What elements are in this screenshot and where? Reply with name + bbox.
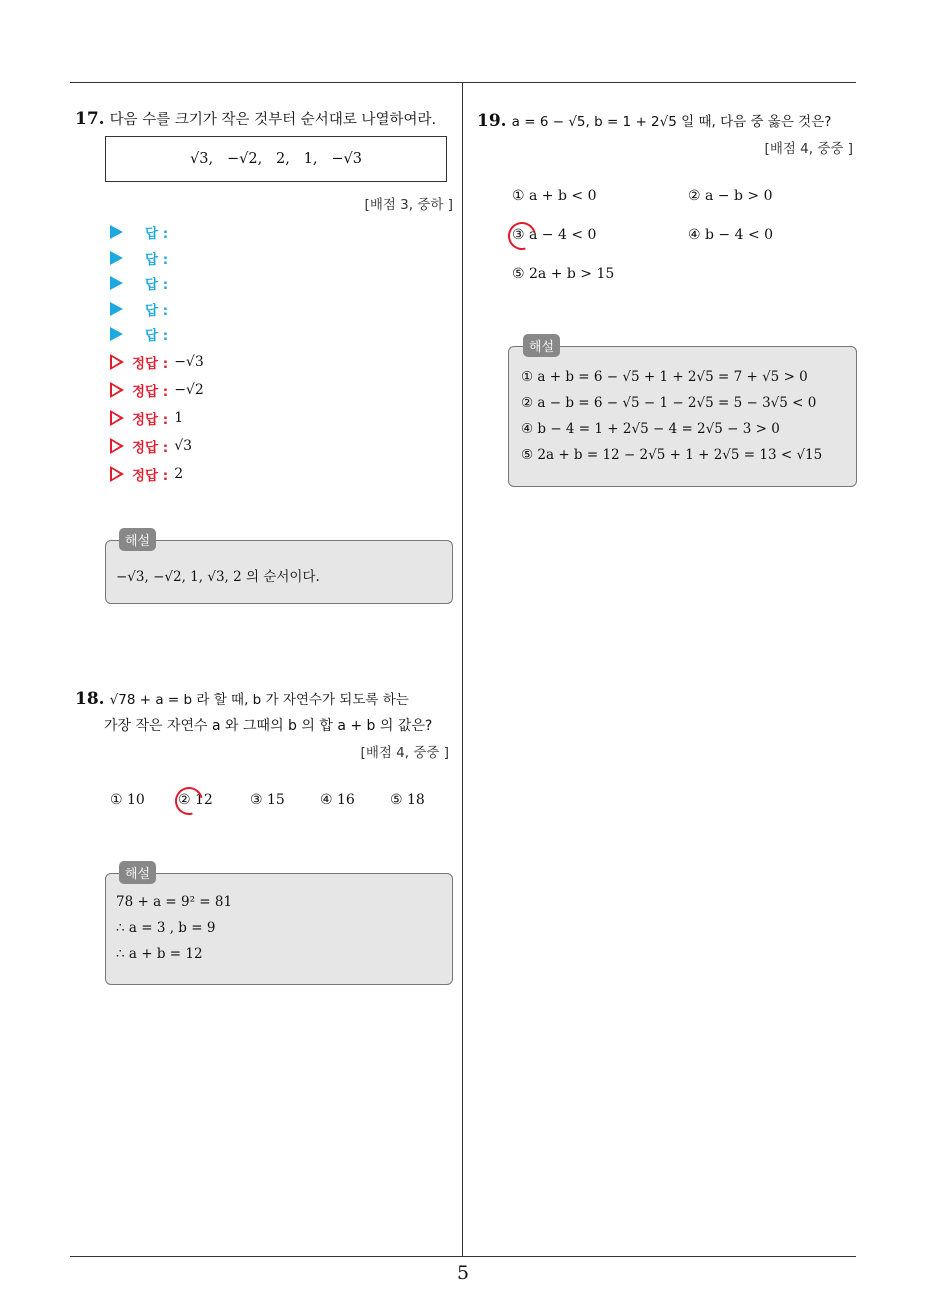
correct-answer-row [110, 379, 204, 401]
choice-1[interactable]: ① a + b < 0 [512, 188, 597, 204]
footer-rule [70, 1256, 856, 1257]
play-arrow-icon [110, 327, 123, 341]
answer-label: 답 : [145, 226, 169, 242]
solution-tag: 해설 [119, 528, 156, 551]
question-17 [75, 108, 436, 129]
solution-box [508, 346, 857, 487]
correct-answer-row [110, 435, 192, 457]
play-arrow-icon [110, 225, 123, 239]
solution-box [105, 873, 453, 985]
play-arrow-icon [110, 302, 123, 316]
answer-label: 답 : [145, 277, 169, 293]
question-18 [75, 688, 409, 709]
correct-answer: 1 [174, 410, 184, 426]
solution-tag: 해설 [119, 861, 156, 884]
correct-label: 정답 : [132, 384, 169, 400]
solution-tag: 해설 [523, 334, 560, 357]
choice-3[interactable]: ③ 15 [250, 792, 285, 808]
selected-circle-icon [503, 217, 541, 255]
solution-line: ∴ a + b = 12 [116, 946, 203, 962]
correct-label: 정답 : [132, 412, 169, 428]
answer-row [110, 221, 174, 243]
choice-4[interactable]: ④ b − 4 < 0 [688, 227, 774, 243]
question-text-line2: 가장 작은 자연수 a 와 그때의 b 의 합 a + b 의 값은? [104, 718, 433, 734]
answer-label: 답 : [145, 303, 169, 319]
outline-arrow-icon [110, 354, 124, 370]
solution-line: ∴ a = 3 , b = 9 [116, 920, 216, 936]
column-divider [462, 82, 463, 1256]
given-numbers-box [105, 136, 447, 182]
outline-arrow-icon [110, 382, 124, 398]
answer-row [110, 272, 174, 294]
correct-answer: −√2 [174, 382, 204, 398]
question-text: a = 6 − √5, b = 1 + 2√5 일 때, 다음 중 옳은 것은? [511, 114, 832, 130]
question-number: 18. [75, 689, 105, 709]
answer-row [110, 247, 174, 269]
answer-label: 답 : [145, 252, 169, 268]
question-number: 19. [477, 111, 507, 131]
header-rule [70, 82, 856, 83]
solution-line: ⑤ 2a + b = 12 − 2√5 + 1 + 2√5 = 13 < √15 [521, 447, 823, 463]
choice-2[interactable]: ② 12 [178, 792, 213, 808]
question-19 [477, 110, 831, 131]
page-number: 5 [456, 1262, 470, 1284]
score-label: [배점 4, 중중 ] [764, 141, 853, 157]
correct-answer: √3 [174, 438, 193, 454]
correct-label: 정답 : [132, 468, 169, 484]
choice-5[interactable]: ⑤ 2a + b > 15 [512, 266, 615, 282]
solution-line: ④ b − 4 = 1 + 2√5 − 4 = 2√5 − 3 > 0 [521, 421, 780, 437]
choice-1[interactable]: ① 10 [110, 792, 145, 808]
solution-text: −√3, −√2, 1, √3, 2 의 순서이다. [116, 569, 320, 585]
solution-line: 78 + a = 9² = 81 [116, 894, 233, 910]
question-number: 17. [75, 109, 105, 129]
score-label: [배점 3, 중하 ] [364, 197, 453, 213]
correct-answer-row [110, 351, 204, 373]
choice-3[interactable]: ③ a − 4 < 0 [512, 227, 597, 243]
answer-row [110, 323, 174, 345]
question-text: 다음 수를 크기가 작은 것부터 순서대로 나열하여라. [109, 112, 437, 128]
correct-answer: −√3 [174, 354, 204, 370]
outline-arrow-icon [110, 410, 124, 426]
correct-label: 정답 : [132, 356, 169, 372]
play-arrow-icon [110, 251, 123, 265]
choice-4[interactable]: ④ 16 [320, 792, 355, 808]
solution-line: ② a − b = 6 − √5 − 1 − 2√5 = 5 − 3√5 < 0 [521, 395, 817, 411]
play-arrow-icon [110, 276, 123, 290]
correct-label: 정답 : [132, 440, 169, 456]
answer-label: 답 : [145, 328, 169, 344]
given-numbers: √3, −√2, 2, 1, −√3 [190, 151, 362, 167]
correct-answer-row [110, 463, 183, 485]
choice-5[interactable]: ⑤ 18 [390, 792, 425, 808]
selected-circle-icon [170, 782, 208, 820]
solution-line: ① a + b = 6 − √5 + 1 + 2√5 = 7 + √5 > 0 [521, 369, 808, 385]
outline-arrow-icon [110, 466, 124, 482]
correct-answer-row [110, 407, 183, 429]
answer-row [110, 298, 174, 320]
solution-box [105, 540, 453, 604]
correct-answer: 2 [174, 466, 184, 482]
question-text-line1: √78 + a = b 라 할 때, b 가 자연수가 되도록 하는 [109, 692, 409, 708]
outline-arrow-icon [110, 438, 124, 454]
score-label: [배점 4, 중중 ] [360, 745, 449, 761]
choice-2[interactable]: ② a − b > 0 [688, 188, 773, 204]
